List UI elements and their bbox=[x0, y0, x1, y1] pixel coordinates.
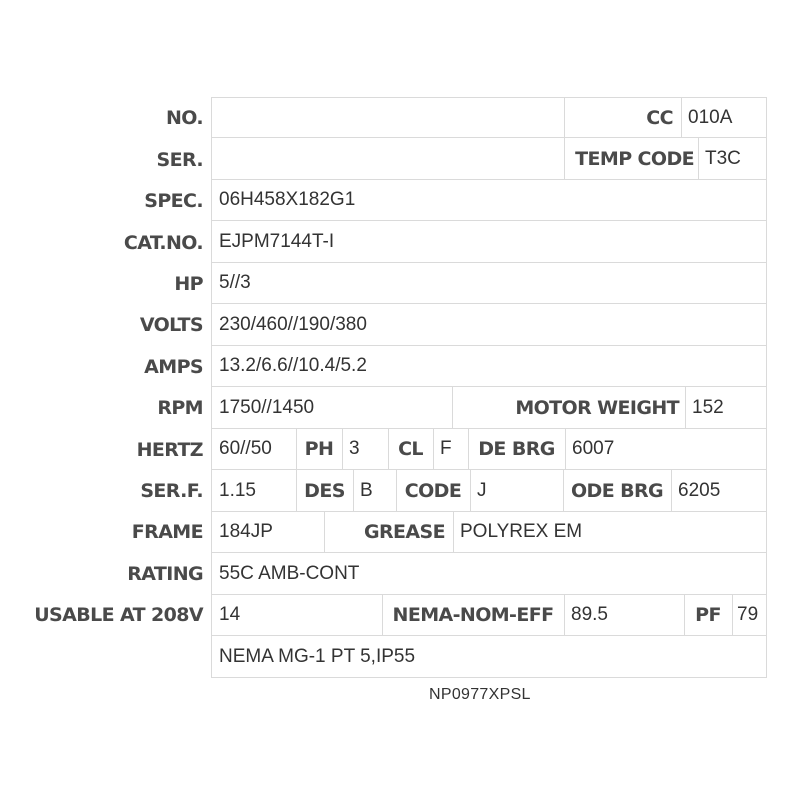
ph-value: 3 bbox=[349, 438, 360, 459]
ode-brg-value: 6205 bbox=[678, 479, 721, 501]
row-nema-standard bbox=[211, 636, 767, 678]
code-label: CODE bbox=[404, 479, 462, 502]
no-value bbox=[212, 98, 219, 137]
label-ser-f: SER.F. bbox=[140, 480, 203, 502]
row-rpm bbox=[211, 387, 767, 429]
nema-standard-value: NEMA MG-1 PT 5,IP55 bbox=[219, 645, 416, 667]
rating-value: 55C AMB-CONT bbox=[219, 562, 360, 584]
row-volts bbox=[211, 304, 767, 346]
label-ser: SER. bbox=[156, 149, 203, 171]
row-hertz bbox=[211, 429, 767, 470]
row-no bbox=[211, 97, 767, 138]
hp-value: 5//3 bbox=[219, 272, 251, 293]
hertz-value: 60//50 bbox=[219, 438, 272, 459]
label-usable-at-208v: USABLE AT 208V bbox=[34, 604, 203, 626]
de-brg-value: 6007 bbox=[572, 438, 615, 459]
cl-label: CL bbox=[398, 438, 423, 460]
des-value: B bbox=[360, 479, 373, 501]
label-amps: AMPS bbox=[144, 356, 203, 378]
row-usable-at-208v bbox=[211, 595, 767, 636]
row-spec bbox=[211, 180, 767, 221]
row-frame bbox=[211, 512, 767, 553]
pf-value: 79 bbox=[737, 604, 759, 625]
label-rpm: RPM bbox=[157, 397, 203, 419]
label-spec: SPEC. bbox=[144, 190, 203, 212]
des-label: DES bbox=[304, 479, 345, 502]
nameplate-part-number: NP0977XPSL bbox=[429, 686, 531, 703]
cc-value: 010A bbox=[688, 106, 733, 128]
ser-value bbox=[212, 138, 219, 179]
temp-code-label: TEMP CODE bbox=[575, 147, 694, 170]
label-no: NO. bbox=[165, 107, 203, 129]
cl-value: F bbox=[440, 438, 452, 459]
label-cat-no: CAT.NO. bbox=[123, 232, 203, 254]
row-ser-f bbox=[211, 470, 767, 512]
usable-value: 14 bbox=[219, 604, 241, 625]
grease-value: POLYREX EM bbox=[460, 521, 583, 542]
row-hp bbox=[211, 263, 767, 304]
label-rating: RATING bbox=[127, 563, 203, 585]
code-value: J bbox=[477, 479, 487, 501]
cc-label: CC bbox=[646, 106, 673, 129]
row-cat-no bbox=[211, 221, 767, 263]
ser-f-value: 1.15 bbox=[219, 479, 256, 501]
spec-value: 06H458X182G1 bbox=[219, 189, 356, 210]
motor-weight-value: 152 bbox=[692, 396, 724, 418]
frame-value: 184JP bbox=[219, 521, 273, 542]
row-amps bbox=[211, 346, 767, 387]
grease-label: GREASE bbox=[364, 521, 445, 543]
volts-value: 230/460//190/380 bbox=[219, 313, 367, 335]
de-brg-label: DE BRG bbox=[478, 438, 555, 460]
rpm-value: 1750//1450 bbox=[219, 396, 315, 418]
nema-nom-eff-value: 89.5 bbox=[571, 604, 608, 625]
ode-brg-label: ODE BRG bbox=[570, 479, 664, 502]
row-ser bbox=[211, 138, 767, 180]
label-frame: FRAME bbox=[131, 521, 203, 543]
row-rating bbox=[211, 553, 767, 595]
label-hp: HP bbox=[174, 273, 203, 295]
temp-code-value: T3C bbox=[705, 147, 741, 169]
label-hertz: HERTZ bbox=[136, 439, 203, 461]
nema-nom-eff-label: NEMA-NOM-EFF bbox=[392, 604, 554, 626]
cat-no-value: EJPM7144T-I bbox=[219, 230, 335, 252]
ph-label: PH bbox=[304, 438, 334, 460]
motor-weight-label: MOTOR WEIGHT bbox=[515, 396, 679, 419]
label-volts: VOLTS bbox=[139, 314, 203, 336]
amps-value: 13.2/6.6//10.4/5.2 bbox=[219, 355, 367, 376]
pf-label: PF bbox=[695, 604, 721, 626]
